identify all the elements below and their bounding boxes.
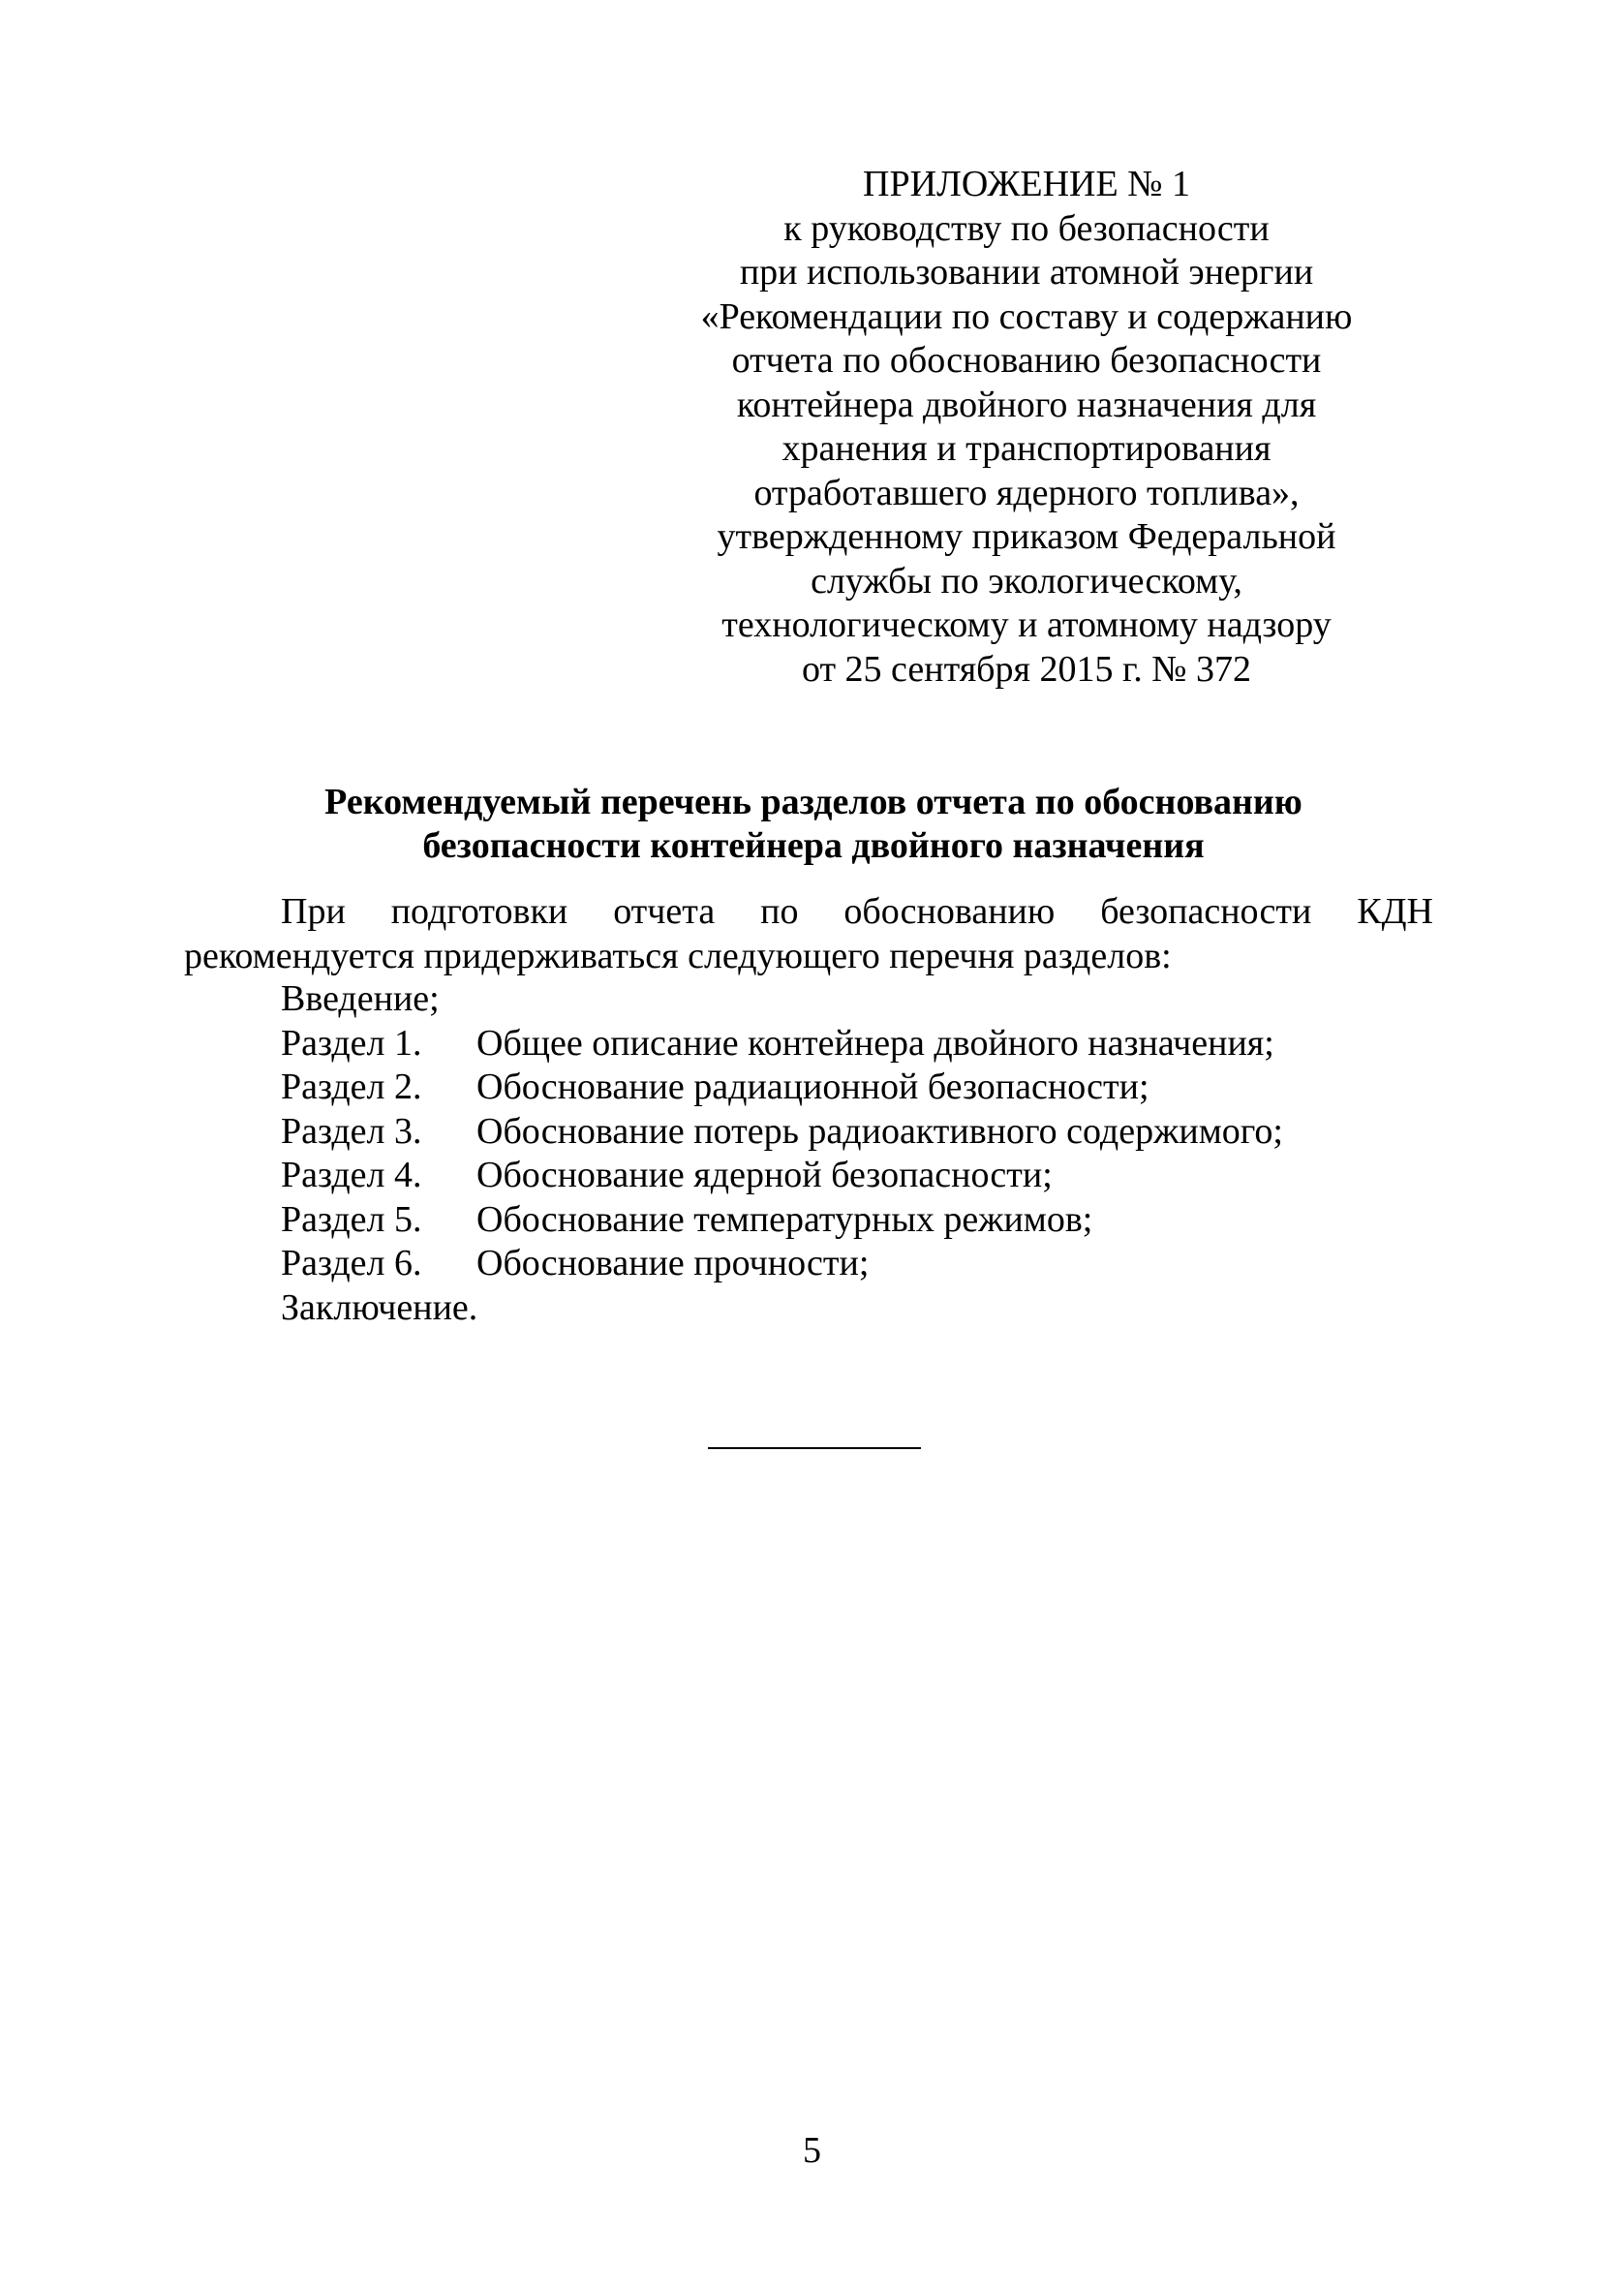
- intro-word: отчета: [613, 891, 716, 932]
- intro-word: обоснованию: [843, 891, 1056, 932]
- list-item: [281, 1022, 1443, 1066]
- heading-line-1: Рекомендуемый перечень разделов отчета по обоснованию: [324, 782, 1302, 822]
- section-number: Раздел 2.: [281, 1066, 422, 1107]
- intro-paragraph: [184, 889, 1433, 978]
- conclusion-label: Заключение.: [281, 1286, 478, 1328]
- intro-word: по: [760, 891, 799, 932]
- section-title: Обоснование температурных режимов;: [476, 1198, 1093, 1240]
- section-title: Обоснование потерь радиоактивного содержимого;: [476, 1110, 1283, 1152]
- appendix-line: отработавшего ядерного топлива»,: [753, 472, 1300, 513]
- list-item: [281, 1198, 1443, 1243]
- intro-word: При: [281, 891, 346, 932]
- appendix-line: от 25 сентября 2015 г. № 372: [801, 648, 1252, 690]
- section-number: Раздел 1.: [281, 1022, 422, 1064]
- heading-line-2: безопасности контейнера двойного назначения: [422, 825, 1205, 866]
- intro-line-2: рекомендуется придерживаться следующего перечня разделов:: [184, 936, 1172, 976]
- section-title: Обоснование ядерной безопасности;: [476, 1155, 1053, 1195]
- intro-line-1: [184, 889, 1433, 934]
- sections-list: [281, 977, 1443, 1330]
- intro-word: безопасности: [1100, 891, 1312, 932]
- appendix-line: отчета по обоснованию безопасности: [731, 340, 1322, 381]
- appendix-line: «Рекомендации по составу и содержанию: [700, 295, 1353, 337]
- section-title: Общее описание контейнера двойного назначения;: [476, 1022, 1274, 1064]
- appendix-line: утвержденному приказом Федеральной: [717, 516, 1336, 557]
- section-title: Обоснование прочности;: [476, 1243, 870, 1283]
- list-item-conclusion: [281, 1286, 1443, 1331]
- list-item-introduction: [281, 977, 1443, 1022]
- page-number: 5: [803, 2130, 821, 2171]
- section-number: Раздел 3.: [281, 1110, 422, 1152]
- appendix-line: к руководству по безопасности: [783, 207, 1270, 249]
- section-title: Обоснование радиационной безопасности;: [476, 1066, 1149, 1107]
- intro-word: подготовки: [390, 891, 568, 932]
- section-number: Раздел 5.: [281, 1198, 422, 1240]
- appendix-line: при использовании атомной энергии: [739, 252, 1314, 293]
- appendix-line: хранения и транспортирования: [781, 428, 1272, 469]
- section-number: Раздел 6.: [281, 1243, 422, 1283]
- appendix-title: ПРИЛОЖЕНИЕ № 1: [863, 164, 1190, 204]
- list-item: [281, 1110, 1443, 1155]
- introduction-label: Введение;: [281, 978, 440, 1019]
- appendix-header: [668, 163, 1385, 692]
- list-item: [281, 1154, 1443, 1198]
- list-item: [281, 1066, 1443, 1110]
- appendix-line: службы по экологическому,: [811, 560, 1242, 602]
- list-item: [281, 1242, 1443, 1286]
- intro-word: КДН: [1357, 891, 1433, 932]
- document-heading: [194, 781, 1433, 868]
- section-number: Раздел 4.: [281, 1155, 422, 1195]
- appendix-line: контейнера двойного назначения для: [736, 384, 1317, 425]
- appendix-line: технологическому и атомному надзору: [721, 604, 1332, 645]
- end-divider: [708, 1447, 921, 1449]
